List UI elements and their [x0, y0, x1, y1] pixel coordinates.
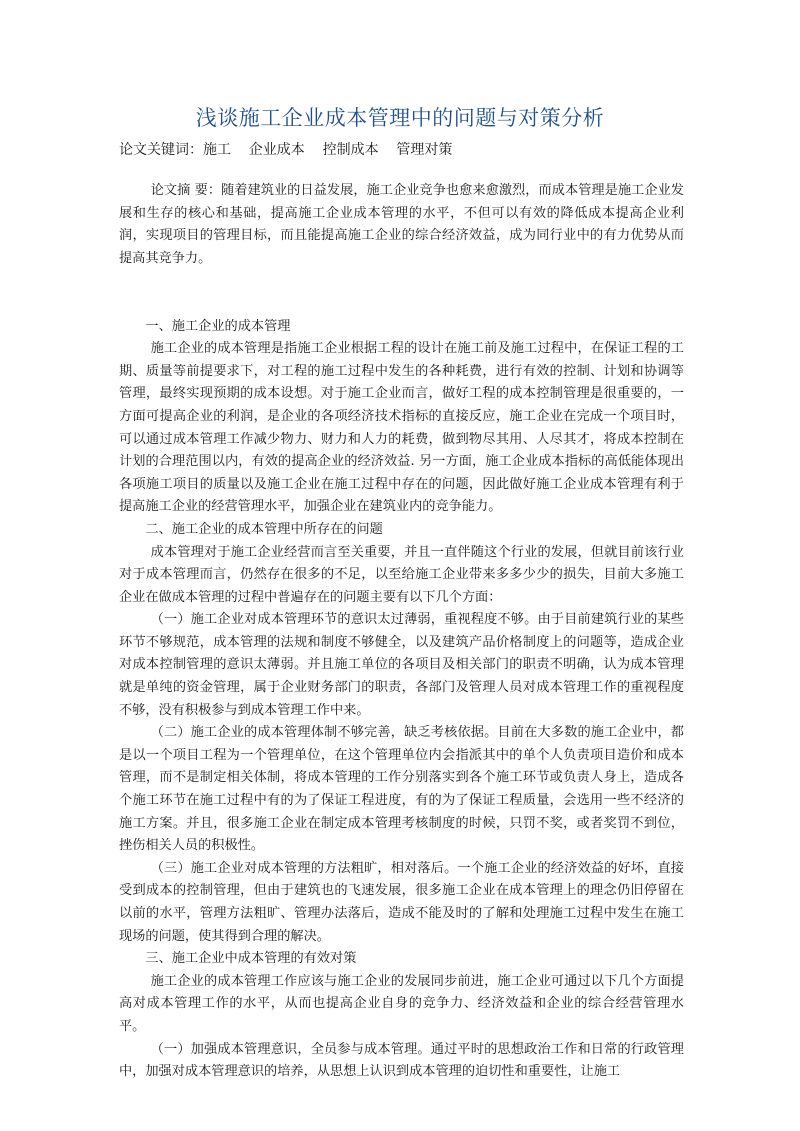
- spacer: [119, 270, 684, 293]
- keywords-line: 论文关键词：施工 企业成本 控制成本 管理对策: [119, 142, 453, 158]
- section-2-heading: 二、施工企业的成本管理中所存在的问题: [145, 521, 383, 537]
- section-3-intro: 施工企业的成本管理工作应该与施工企业的发展同步前进，施工企业可通过以下几个方面提高对成本管理工作的水平，从而也提高企业自身的竞争力、经济效益和企业的综合经营管理水平。: [119, 973, 684, 1034]
- section-2-item-3: （三）施工企业对成本管理的方法粗旷，相对落后。一个施工企业的经济效益的好坏，直接受到成本的控制管理，但由于建筑也的飞速发展，很多施工企业在成本管理上的理念仍旧停留在以前的水平，管理方法粗旷、管理办法落后，造成不能及时的了解和处理施工过程中发生在施工现场的问题，使其得到合理的解决。: [119, 860, 684, 944]
- document-body: [119, 180, 684, 1084]
- section-3-heading: 三、施工企业中成本管理的有效对策: [145, 951, 357, 967]
- section-2-item-1: （一）施工企业对成本管理环节的意识太过薄弱，重视程度不够。由于目前建筑行业的某些环节不够规范，成本管理的法规和制度不够健全，以及建筑产品价格制度上的问题等，造成企业对成本控制管理的意识太薄弱。并且施工单位的各项目及相关部门的职责不明确，认为成本管理就是单纯的资金管理，属于企业财务部门的职责，各部门及管理人员对成本管理工作的重视程度不够，没有积极参与到成本管理工作中来。: [119, 612, 684, 718]
- spacer: [119, 293, 684, 316]
- section-1-paragraph: 施工企业的成本管理是指施工企业根据工程的设计在施工前及施工过程中，在保证工程的工期、质量等前提要求下，对工程的施工过程中发生的各种耗费，进行有效的控制、计划和协调等管理，最终实现预期的成本设想。对于施工企业而言，做好工程的成本控制管理是很重要的，一方面可提高企业的利润，是企业的各项经济技术指标的直接反应，施工企业在完成一个项目时，可以通过成本管理工作减少物力、财力和人力的耗费，做到物尽其用、人尽其才，将成本控制在计划的合理范围以内，有效的提高企业的经济效益. 另一方面，施工企业成本指标的高低能体现出各项施工项目的质量以及施工企业在施工过程中存在的问题，因此做好施工企业成本管理有利于提高施工企业的经营管理水平，加强企业在建筑业内的竞争能力。: [119, 341, 684, 515]
- section-2-intro: 成本管理对于施工企业经营而言至关重要，并且一直伴随这个行业的发展，但就目前该行业对于成本管理而言，仍然存在很多的不足，以至给施工企业带来多多少少的损失，目前大多施工企业在做成本管理的过程中普遍存在的问题主要有以下几个方面：: [119, 544, 684, 605]
- section-3-item-1: （一）加强成本管理意识，全员参与成本管理。通过平时的思想政治工作和日常的行政管理中，加强对成本管理意识的培养，从思想上认识到成本管理的迫切性和重要性，让施工: [119, 1041, 684, 1080]
- section-1-heading: 一、施工企业的成本管理: [145, 318, 291, 334]
- section-2-item-2: （二）施工企业的成本管理体制不够完善，缺乏考核依据。目前在大多数的施工企业中，都是以一个项目工程为一个管理单位，在这个管理单位内会指派其中的单个人负责项目造价和成本管理，而不是制定相关体制，将成本管理的工作分别落实到各个施工环节或负责人身上，造成各个施工环节在施工过程中有的为了保证工程进度，有的为了保证工程质量，会选用一些不经济的施工方案。并且，很多施工企业在制定成本管理考核制度的时候，只罚不奖，或者奖罚不到位，挫伤相关人员的积极性。: [119, 725, 684, 854]
- document-title: 浅谈施工企业成本管理中的问题与对策分析: [195, 106, 605, 130]
- abstract-paragraph: 论文摘 要：随着建筑业的日益发展，施工企业竞争也愈来愈激烈，而成本管理是施工企业发展和生存的核心和基础，提高施工企业成本管理的水平，不但可以有效的降低成本提高企业利润，实现项目的管理目标，而且能提高施工企业的综合经济效益，成为同行业中的有力优势从而提高其竞争力。: [119, 183, 684, 266]
